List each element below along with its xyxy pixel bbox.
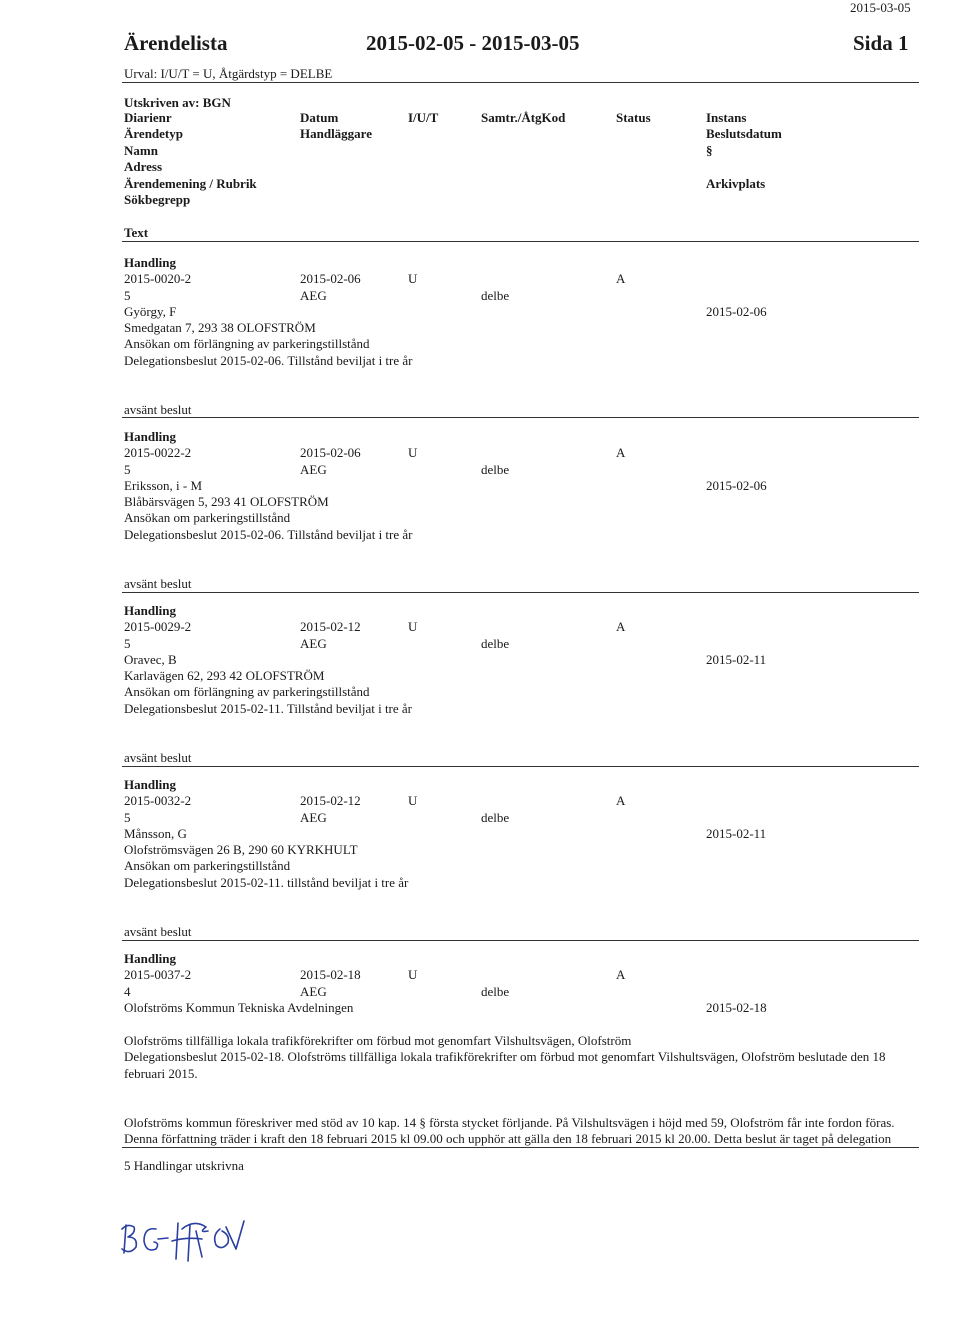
entry-beslutsdatum: 2015-02-06 <box>706 478 767 493</box>
entry-beslutsdatum: 2015-02-11 <box>706 826 767 841</box>
legend-sokbegrepp: Sökbegrepp <box>124 192 191 207</box>
legend-status: Status <box>616 110 651 125</box>
legend-paragraph: § <box>706 143 713 158</box>
entry-text-line: februari 2015. <box>124 1066 198 1081</box>
entry-text-line: Delegationsbeslut 2015-02-18. Olofströms tillfälliga lokala trafikförekrifter om förbud mot genomfart Vilshultsvägen, Olofström beslutade den 18 <box>124 1049 886 1064</box>
page-title: Ärendelista <box>124 31 228 55</box>
legend-instans: Instans <box>706 110 747 125</box>
entry-kod: delbe <box>481 462 510 477</box>
entry-datum: 2015-02-12 <box>300 619 361 634</box>
entry-diarienr: 2015-0032-2 <box>124 793 192 808</box>
entry-typ: 5 <box>124 288 131 303</box>
entry-beslutsdatum: 2015-02-06 <box>706 304 767 319</box>
entry-rubrik: Ansökan om parkeringstillstånd <box>124 510 291 525</box>
entry-diarienr: 2015-0029-2 <box>124 619 192 634</box>
divider <box>122 241 919 242</box>
legend-datum: Datum <box>300 110 339 125</box>
entry-text-line: Denna författning träder i kraft den 18 februari 2015 kl 09.00 och upphör att gälla den 18 februari 2015 kl 20.00. Detta beslut är taget på delegation <box>124 1131 892 1146</box>
entry-handlaggare: AEG <box>300 462 327 477</box>
entry-datum: 2015-02-06 <box>300 445 361 460</box>
period: 2015-02-05 - 2015-03-05 <box>366 31 580 55</box>
entry-heading: Handling <box>124 603 177 618</box>
entry-datum: 2015-02-18 <box>300 967 361 982</box>
entry-adress: Karlavägen 62, 293 42 OLOFSTRÖM <box>124 668 325 683</box>
entry-text: Delegationsbeslut 2015-02-06. Tillstånd beviljat i tre år <box>124 527 413 542</box>
entry-typ: 5 <box>124 462 131 477</box>
entry-status: A <box>616 967 626 982</box>
entry-adress: Smedgatan 7, 293 38 OLOFSTRÖM <box>124 320 316 335</box>
entry-heading: Handling <box>124 429 177 444</box>
entry-iut: U <box>408 967 418 982</box>
divider <box>122 417 919 418</box>
entry-namn: György, F <box>124 304 177 319</box>
entry-adress: Blåbärsvägen 5, 293 41 OLOFSTRÖM <box>124 494 329 509</box>
legend-handlaggare: Handläggare <box>300 126 372 141</box>
entry-rubrik: Olofströms tillfälliga lokala trafikförekrifter om förbud mot genomfart Vilshultsvägen, Olofström <box>124 1033 632 1048</box>
section-label: avsänt beslut <box>124 924 192 939</box>
entry-text: Delegationsbeslut 2015-02-11. Tillstånd beviljat i tre år <box>124 701 413 716</box>
entry-typ: 4 <box>124 984 131 999</box>
print-date: 2015-03-05 <box>850 0 911 15</box>
entry-datum: 2015-02-12 <box>300 793 361 808</box>
entry-status: A <box>616 445 626 460</box>
entry-kod: delbe <box>481 984 510 999</box>
handwritten-signature <box>118 1215 288 1275</box>
entry-diarienr: 2015-0020-2 <box>124 271 192 286</box>
entry-text: Delegationsbeslut 2015-02-11. tillstånd beviljat i tre år <box>124 875 409 890</box>
entry-handlaggare: AEG <box>300 636 327 651</box>
entry-namn: Olofströms Kommun Tekniska Avdelningen <box>124 1000 354 1015</box>
legend-rubrik: Ärendemening / Rubrik <box>124 176 257 191</box>
entry-diarienr: 2015-0022-2 <box>124 445 192 460</box>
legend-arkivplats: Arkivplats <box>706 176 766 191</box>
entry-kod: delbe <box>481 810 510 825</box>
section-label: avsänt beslut <box>124 750 192 765</box>
selection-criteria: Urval: I/U/T = U, Åtgärdstyp = DELBE <box>124 66 333 81</box>
legend-diarienr: Diarienr <box>124 110 172 125</box>
entry-iut: U <box>408 793 418 808</box>
entry-adress: Olofströmsvägen 26 B, 290 60 KYRKHULT <box>124 842 358 857</box>
entry-iut: U <box>408 619 418 634</box>
entry-beslutsdatum: 2015-02-18 <box>706 1000 767 1015</box>
divider <box>122 1147 919 1148</box>
entry-status: A <box>616 271 626 286</box>
entry-namn: Månsson, G <box>124 826 187 841</box>
legend-samtr: Samtr./ÅtgKod <box>481 110 566 125</box>
entry-handlaggare: AEG <box>300 810 327 825</box>
entry-rubrik: Ansökan om förlängning av parkeringstillstånd <box>124 684 370 699</box>
entry-handlaggare: AEG <box>300 288 327 303</box>
entry-text-line: Olofströms kommun föreskriver med stöd av 10 kap. 14 § första stycket förljande. På Vilshultsvägen i höjd med 59, Olofström får inte fordon föras. <box>124 1115 895 1130</box>
entry-handlaggare: AEG <box>300 984 327 999</box>
entry-heading: Handling <box>124 777 177 792</box>
entry-status: A <box>616 793 626 808</box>
entry-datum: 2015-02-06 <box>300 271 361 286</box>
divider <box>122 766 919 767</box>
legend-adress: Adress <box>124 159 163 174</box>
entry-diarienr: 2015-0037-2 <box>124 967 192 982</box>
entry-namn: Oravec, B <box>124 652 177 667</box>
entry-typ: 5 <box>124 636 131 651</box>
legend-iut: I/U/T <box>408 110 439 125</box>
entry-kod: delbe <box>481 636 510 651</box>
legend-text: Text <box>124 225 149 240</box>
legend-arendetyp: Ärendetyp <box>124 126 183 141</box>
entry-namn: Eriksson, i - M <box>124 478 202 493</box>
divider <box>122 82 919 83</box>
document-count: 5 Handlingar utskrivna <box>124 1158 244 1173</box>
entry-heading: Handling <box>124 255 177 270</box>
entry-status: A <box>616 619 626 634</box>
divider <box>122 940 919 941</box>
entry-iut: U <box>408 271 418 286</box>
divider <box>122 592 919 593</box>
entry-beslutsdatum: 2015-02-11 <box>706 652 767 667</box>
entry-iut: U <box>408 445 418 460</box>
legend-namn: Namn <box>124 143 158 158</box>
entry-rubrik: Ansökan om förlängning av parkeringstillstånd <box>124 336 370 351</box>
entry-kod: delbe <box>481 288 510 303</box>
entry-rubrik: Ansökan om parkeringstillstånd <box>124 858 291 873</box>
legend-beslutsdatum: Beslutsdatum <box>706 126 782 141</box>
section-label: avsänt beslut <box>124 402 192 417</box>
entry-typ: 5 <box>124 810 131 825</box>
entry-text: Delegationsbeslut 2015-02-06. Tillstånd beviljat i tre år <box>124 353 413 368</box>
section-label: avsänt beslut <box>124 576 192 591</box>
printed-by: Utskriven av: BGN <box>124 95 231 110</box>
entry-heading: Handling <box>124 951 177 966</box>
page-number: Sida 1 <box>853 31 909 55</box>
